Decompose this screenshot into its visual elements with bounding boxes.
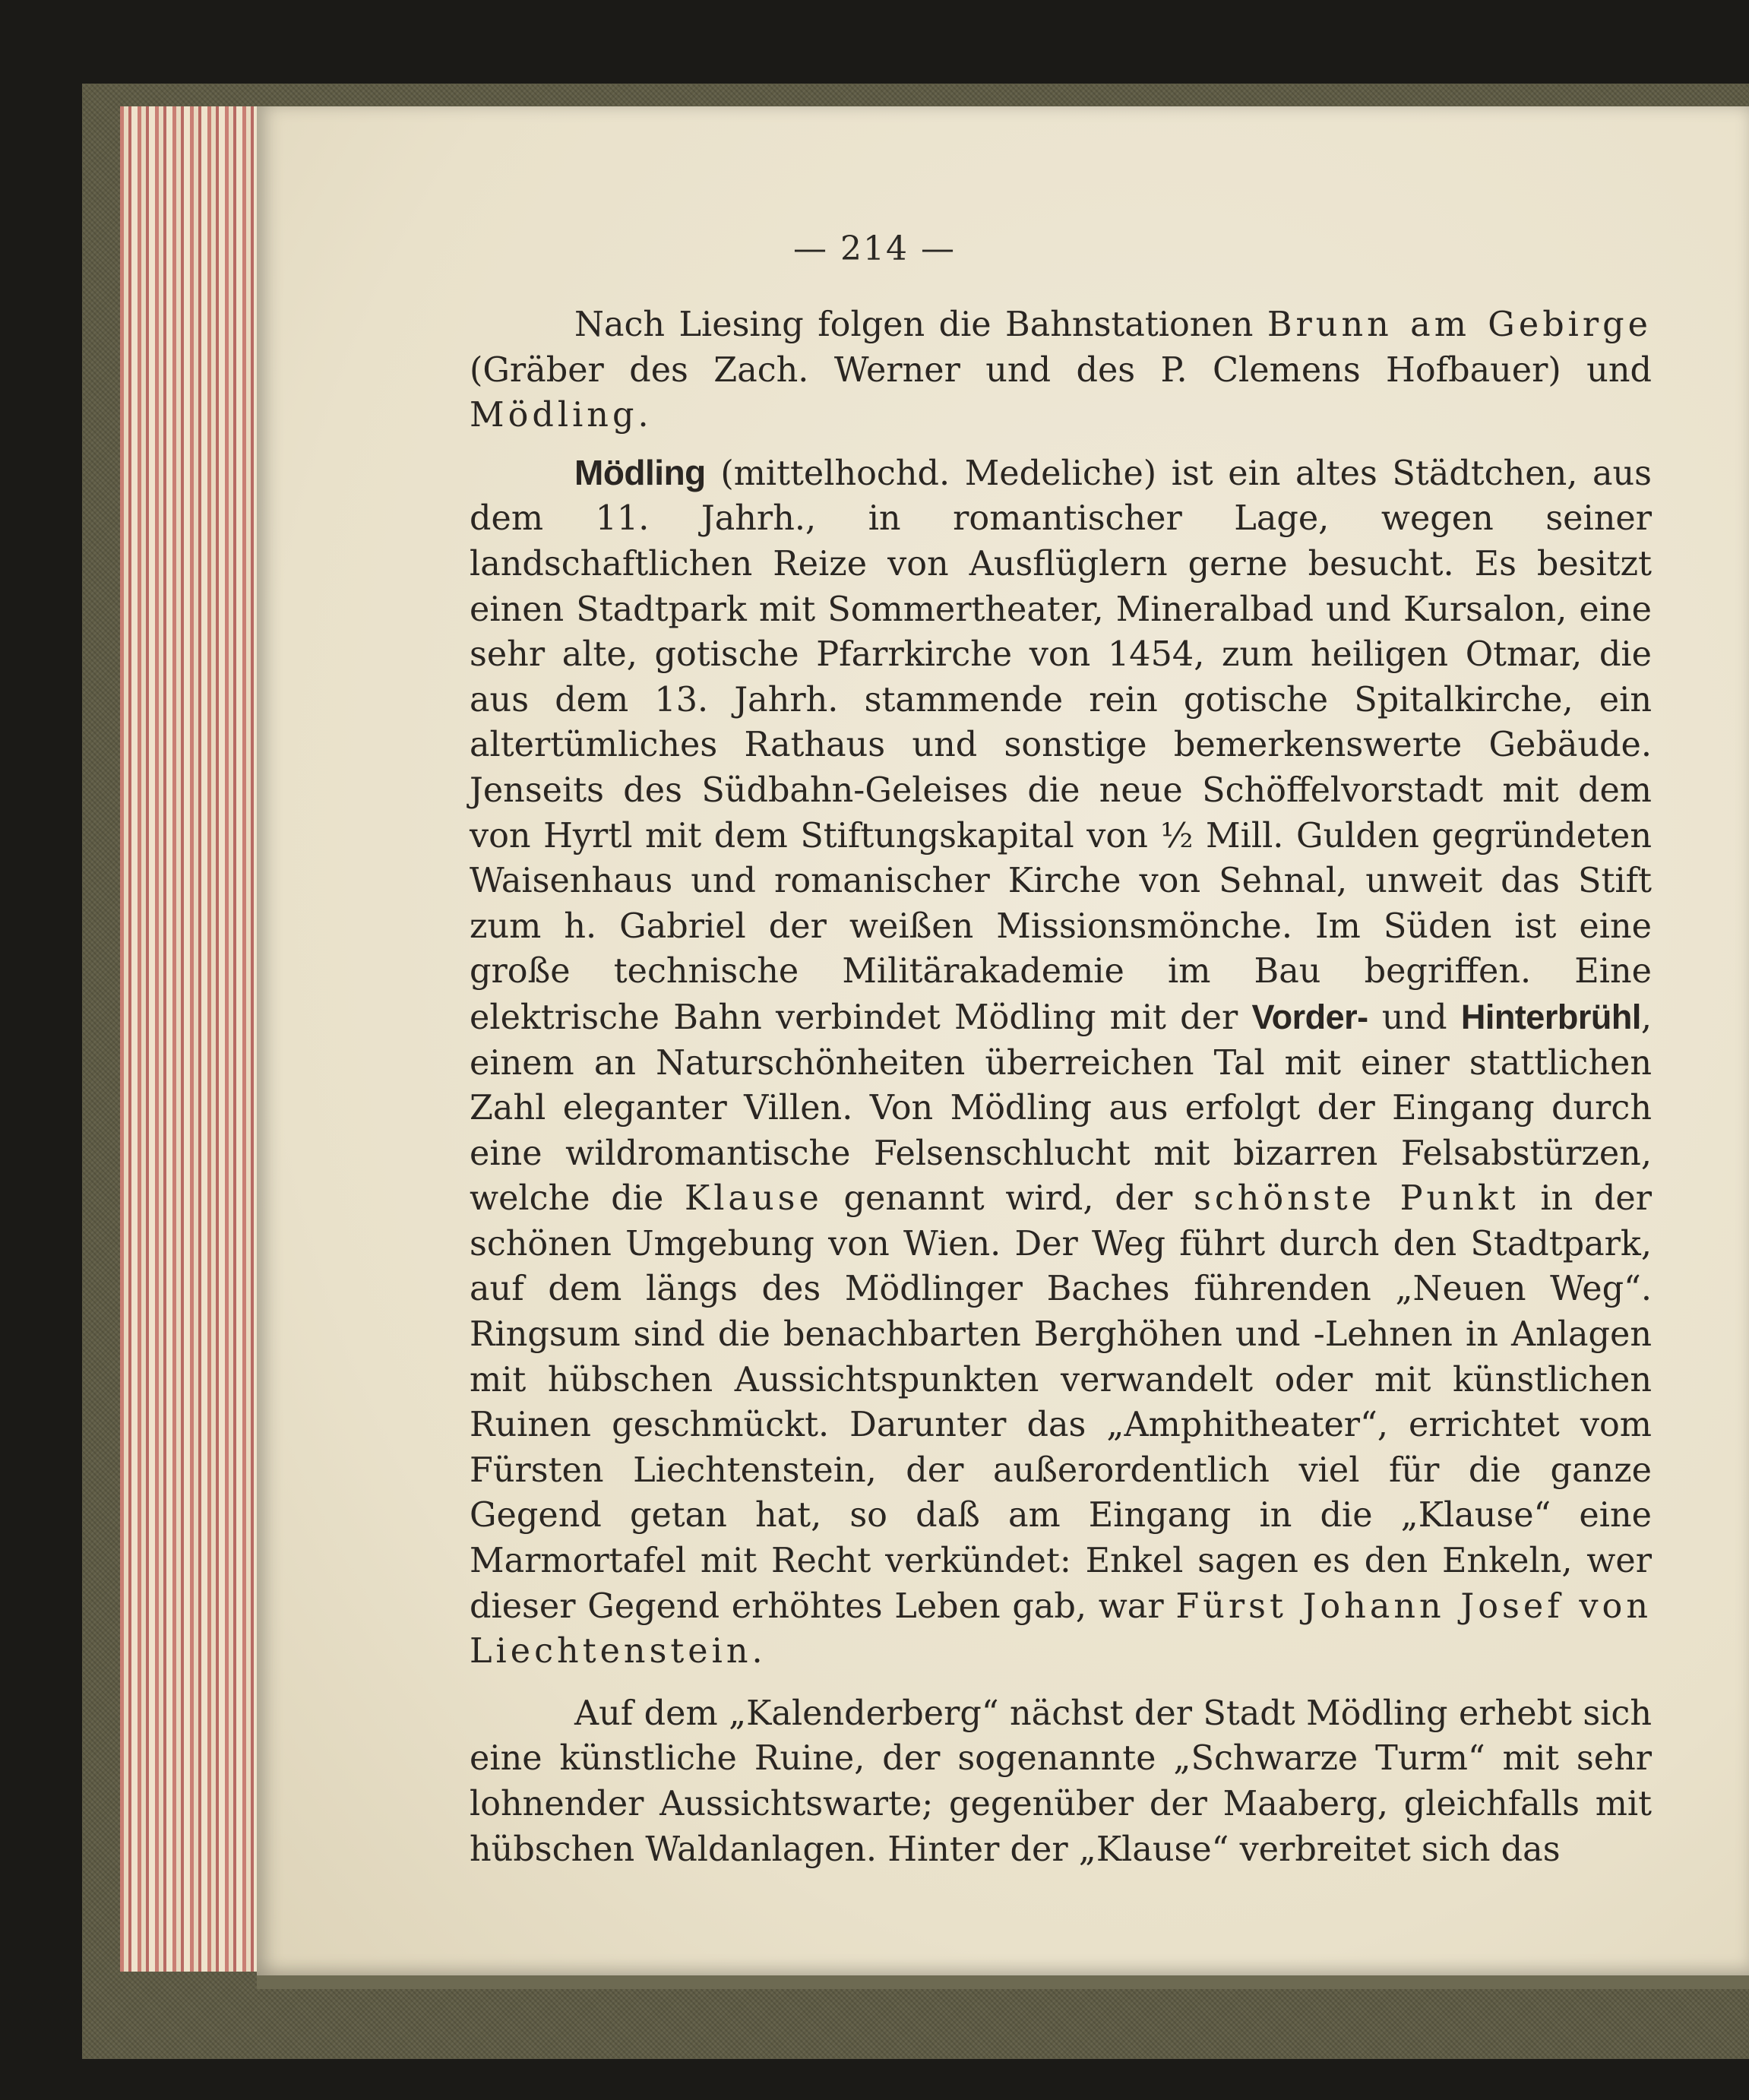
page-number: — 214 —	[793, 229, 956, 268]
text-segment: (Gräber des Zach. Werner und des P. Clemens Hofbauer) und	[470, 350, 1652, 390]
paragraph-2	[470, 451, 1652, 1675]
spaced-person-name: Fürst Johann Josef von Liechtenstein	[470, 1586, 1653, 1671]
paragraph-3: Auf dem „Kalenderberg“ nächst der Stadt Mödling erhebt sich eine künstliche Ruine, der sogenannte „Schwarze Turm“ mit sehr lohnender Aussichtswarte; gegenüber der Maaberg, gleichfalls mit hübschen Waldanlagen. Hinter der „Klause“ verbreitet sich das	[470, 1694, 1652, 1869]
text-segment: .	[751, 1632, 763, 1671]
text-segment: in der schönen Umgebung von Wien. Der Weg führt durch den Stadtpark, auf dem längs des Mödlinger Baches führenden „Neuen Weg“. Ringsum sind die benachbarten Berghöhen und -Lehnen in Anlagen mit hübschen Aussichtspunkten verwandelt oder mit künstlichen Ruinen geschmückt. Darunter das „Amphitheater“, errichtet vom Fürsten Liechtenstein, der außerordentlich viel für die ganze Gegend getan hat, so daß am Eingang in die „Klause“ eine Marmortafel mit Recht verkündet: Enkel sagen es den Enkeln, wer dieser Gegend erhöhtes Leben gab, war	[470, 1179, 1652, 1626]
page-text	[470, 302, 1652, 1872]
text-segment: und	[1368, 998, 1461, 1037]
spaced-place-name: Klause	[684, 1179, 823, 1219]
page-bottom-edge	[257, 1975, 1749, 1989]
spaced-place-name: Brunn am Gebirge	[1267, 305, 1653, 344]
spaced-emphasis: schönste Punkt	[1193, 1179, 1520, 1219]
text-segment: (mittelhochd. Medeliche) ist ein altes Städtchen, aus dem 11. Jahrh., in romantischer Lage, wegen seiner landschaftlichen Reize von Ausflüglern gerne besucht. Es besitzt einen Stadtpark mit Sommertheater, Mineralbad und Kursalon, eine sehr alte, gotische Pfarrkirche von 1454, zum heiligen Otmar, die aus dem 13. Jahrh. stammende rein gotische Spitalkirche, ein altertümliches Rathaus und sonstige bemerkenswerte Gebäude. Jenseits des Südbahn-Geleises die neue Schöffelvorstadt mit dem von Hyrtl mit dem Stiftungskapital von ½ Mill. Gulden gegründeten Waisenhaus und romanischer Kirche von Sehnal, unweit das Stift zum h. Gabriel der weißen Missionsmönche. Im Süden ist eine große technische Militärakademie im Bau begriffen. Eine elektrische Bahn verbindet Mödling mit der	[470, 454, 1652, 1037]
paragraph-1	[470, 302, 1652, 438]
page-edges	[120, 106, 264, 1972]
text-segment: , einem an Naturschönheiten überreichen Tal mit einer stattlichen Zahl eleganter Villen. Von Mödling aus erfolgt der Eingang durch eine wildromantische Felsenschlucht mit bizarren Felsabstürzen, welche die	[470, 998, 1652, 1219]
section-heading: Mödling	[574, 452, 706, 492]
bold-place-name: Vorder-	[1251, 997, 1368, 1036]
spaced-place-name: Mödling	[470, 396, 638, 435]
bold-place-name: Hinterbrühl	[1460, 997, 1641, 1036]
text-segment: .	[637, 396, 649, 435]
text-segment: Nach Liesing folgen die Bahnstationen	[574, 305, 1267, 344]
text-segment: genannt wird, der	[822, 1179, 1194, 1219]
